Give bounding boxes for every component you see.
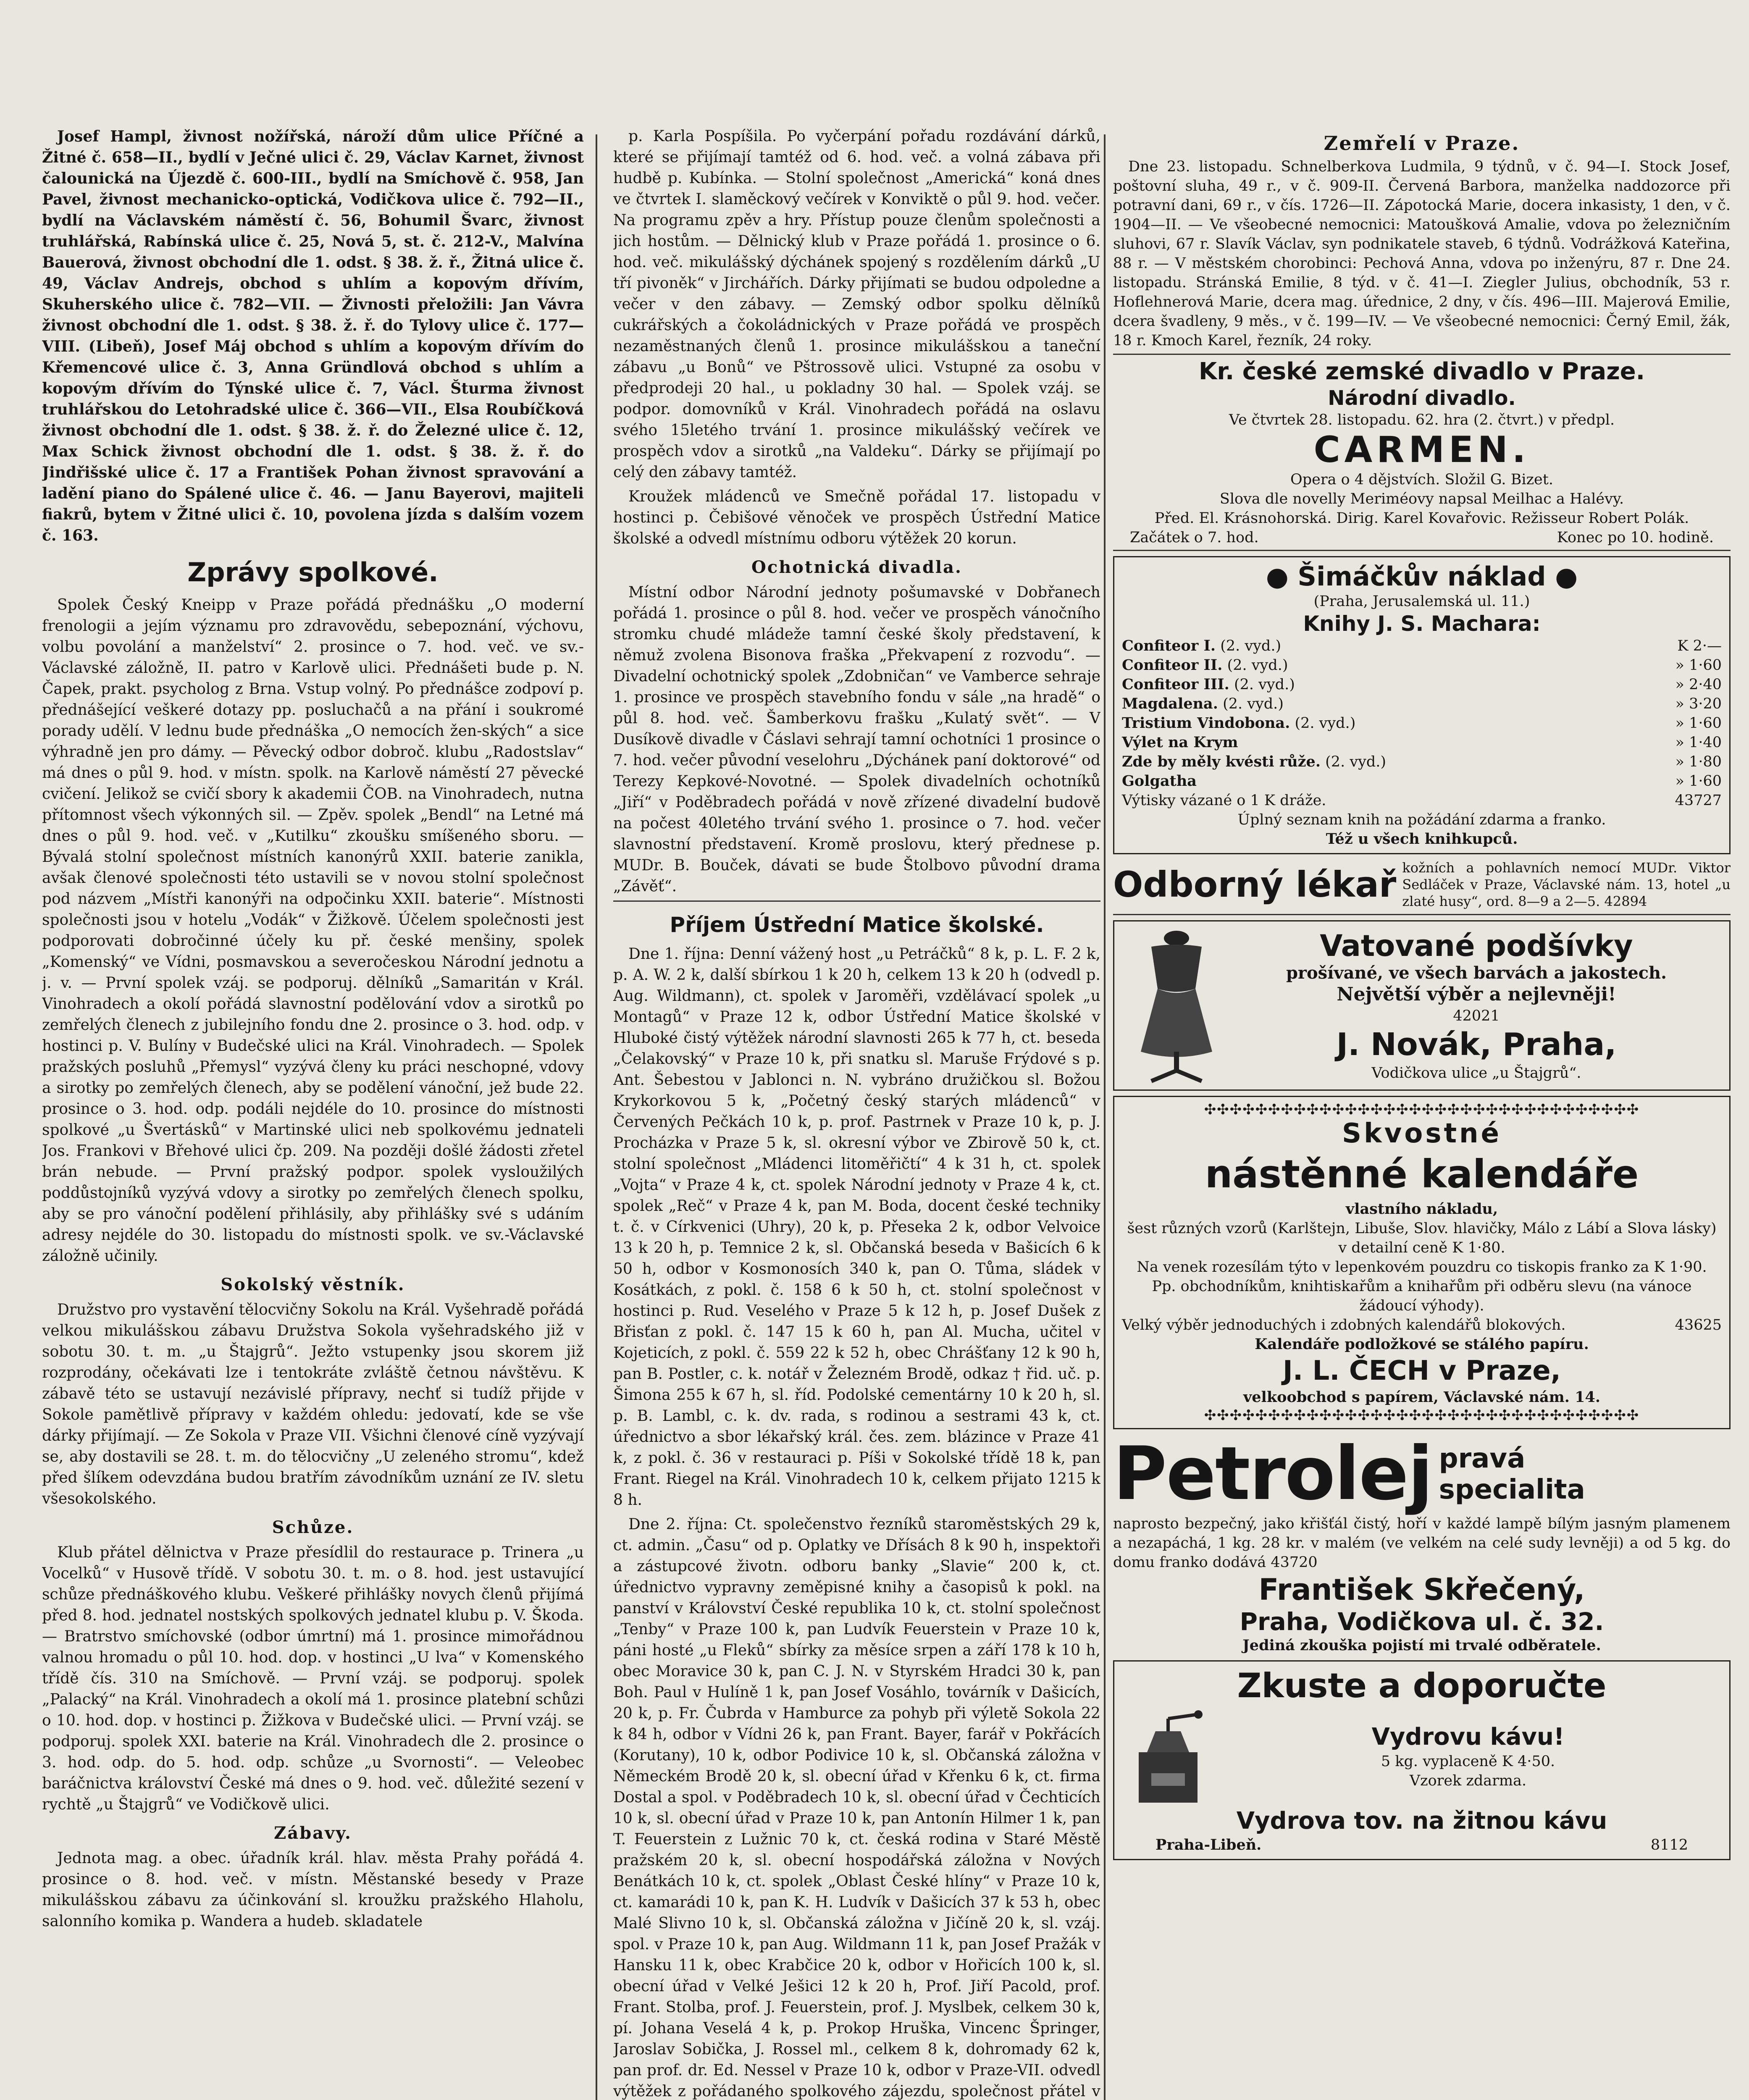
- calendar-title: Skvostné: [1342, 1118, 1502, 1149]
- linings-text: [1231, 928, 1722, 1083]
- books-note: Též u všech knihkupců.: [1326, 830, 1518, 848]
- section-title: Zprávy spolkové.: [187, 557, 439, 588]
- article: Kroužek mládenců ve Smečně pořádal 17. listopadu v hostinci p. Čebišové věnoček ve prospěch Ústřední Matice školské a odvedl místnímu odboru výtěžek 20 korun.: [613, 488, 1100, 547]
- coffee-footer: [1122, 1835, 1722, 1855]
- coffee-firm: Vydrova tov. na žitnou kávu: [1236, 1807, 1607, 1835]
- column-1: [42, 126, 584, 2100]
- divider: [613, 900, 1100, 902]
- book-row: Magdalena. (2. vyd.) » 3·20: [1122, 695, 1722, 712]
- books-ad: [1113, 556, 1731, 854]
- calendar-title: nástěnné kalendáře: [1205, 1152, 1639, 1197]
- dress-form-icon: [1122, 926, 1231, 1085]
- books-title: ● Šimáčkův náklad ●: [1266, 561, 1578, 592]
- linings-number: 42021: [1453, 1008, 1500, 1024]
- book-row: Tristium Vindobona. (2. vyd.) » 1·60: [1122, 714, 1722, 732]
- calendar-line: šest různých vzorů (Karlštejn, Libuše, Slov. hlavičky, Málo z Lábí a Slova lásky) v detailní ceně K 1·80.: [1127, 1220, 1717, 1256]
- coffee-line: Vzorek zdarma.: [1409, 1772, 1527, 1789]
- doctor-ad: [1113, 859, 1731, 910]
- bullet-icon: ●: [1546, 561, 1578, 592]
- divider: [1113, 914, 1731, 915]
- subsection-title: Sokolský věstník.: [221, 1275, 405, 1294]
- calendar-line: Kalendáře podložkové se stálého papíru.: [1255, 1336, 1589, 1353]
- opera-name: CARMEN.: [1313, 429, 1530, 471]
- theatre-date: Ve čtvrtek 28. listopadu. 62. hra (2. čtvrt.) v předpl.: [1229, 412, 1615, 428]
- books-note: Úplný seznam knih na požádání zdarma a franko.: [1237, 811, 1606, 828]
- subsection-title: Ochotnická divadla.: [751, 557, 962, 577]
- article: p. Karla Pospíšila. Po vyčerpání pořadu rozdávání dárků, které se přijímají tamtéž od 6. hod. več. a volná zábava při hudbě p. Kubínka. — Stolní společnost „Americká“ koná dnes ve čtvrtek I. slaměckový večírek v Konviktě o půl 9. hod. večer. Na programu zpěv a hry. Přístup pouze členům společnosti a jich hostům. — Dělnický klub v Praze pořádá 1. prosince o 6. hod. več. mikulášský dýchánek spojený s rozdělením dárků „U tří pivoněk“ v Jirchářích. Dárky přijímati se budou odpoledne a večer v den zábavy. — Zemský odbor spolku dělníků cukrářských a čokoládnických v Praze pořádá ve prospěch nezaměstnaných členů 1. prosince mikulášskou a taneční zábavu „u Bonů“ ve Pštrossově ulici. Vstupné za osobu v předprodeji 20 hal., u pokladny 30 hal. — Spolek vzáj. se podpor. domovníků v Král. Vinohradech pořádá na oslavu svého 15letého trvání 1. prosince mikulášský večírek ve prospěch vdov a sirotků „na Valdeku“. Dárky se přijímají po celý den zábavy tamtéž.: [613, 128, 1100, 481]
- opera-end: Konec po 10. hodině.: [1557, 529, 1714, 546]
- subsection-title: Schůze.: [272, 1517, 354, 1537]
- book-row: Confiteor I. (2. vyd.) K 2·—: [1122, 637, 1722, 654]
- theatre-title: Kr. české zemské divadlo v Praze.: [1198, 358, 1645, 385]
- books-subtitle: Knihy J. S. Machara:: [1303, 612, 1541, 636]
- petroleum-title: Petrolej: [1113, 1431, 1432, 1517]
- calendar-line: Pp. obchodníkům, knihtiskařům a knihařům při odběru slevu (na vánoce žádoucí výhody).: [1152, 1278, 1692, 1314]
- petroleum-side: pravá specialita: [1439, 1443, 1585, 1505]
- linings-line: Největší výběr a nejlevněji!: [1337, 984, 1616, 1005]
- article: Klub přátel dělnictva v Praze přesídlil do restaurace p. Trinera „u Vocelků“ v Husově třídě. V sobotu 30. t. m. o 8. hod. jest ustavující schůze přednáškového klubu. Veškeré přihlášky novych členů přijímá před 8. hod. jednatel nostských spolkových jednatel klubu p. V. Škoda. — Bratrstvo smíchovské (odbor úmrtní) má 1. prosince mimořádnou valnou hromadu o půl 10. hod. dop. v hostinci „U lva“ v Komenského třídě čís. 310 na Smíchově. — První vzáj. se podporuj. spolek „Palacký“ na Král. Vinohradech a okolí má 1. prosince platební schůzi o 10. hod. dop. v hostinci p. Žižkova v Budečské ulici. — První vzáj. se podporuj. spolek XXI. baterie na Král. Vinohradech dle 2. prosince o 3. hod. odp. do 5. hod. odp. schůze „u Svornosti“. — Veleobec baráčnictva království České má dnes o 9. hod. več. důležité sezení v rychtě „u Štajgrů“ ve Vodičkově ulici.: [42, 1544, 584, 1813]
- opera-info: Opera o 4 dějstvích. Složil G. Bizet.: [1290, 471, 1553, 488]
- opera-start: Začátek o 7. hod.: [1130, 529, 1259, 546]
- coffee-body: [1122, 1706, 1722, 1807]
- article: Jednota mag. a obec. úřadník král. hlav. města Prahy pořádá 4. prosince o 8. hod. več. v místn. Městanské besedy v Praze mikulášskou zábavu za účinkování sl. kroužku pražského Hlaholu, salonního komika p. Wandera a hudeb. skladatele: [42, 1850, 584, 1930]
- subsection-title: Zábavy.: [274, 1823, 352, 1843]
- deaths-list: Dne 23. listopadu. Schnelberkova Ludmila, 9 týdnů, v č. 94—I. Stock Josef, poštovní sluha, 49 r., v č. 909-II. Červená Barbora, manželka naddozorce při potravní dani, 69 r., v čís. 1726—II. Zápotocká Marie, docera inkasisty, 1 den, v č. 1904—II. — Ve všeobecné nemocnici: Matoušková Amalie, vdova po železničním sluhovi, 67 r. Slavík Václav, syn podnikatele staveb, 6 týdnů. Vodrážková Kateřina, 88 r. — V městském chorobinci: Pechová Anna, vdova po inženýru, 87 r. Dne 24. listopadu. Stránská Emilie, 8 týd. v č. 41—I. Ziegler Julius, obchodník, 53 r. Hoflehnerová Marie, dcera mag. úřednice, 2 dny, v čís. 496—III. Majerová Emilie, dcera švadleny, 9 měs., v č. 199—IV. — Ve všeobecné nemocnici: Černý Emil, žák, 18 r. Kmoch Karel, řezník, 24 roky.: [1113, 158, 1731, 349]
- ornament-border: ✣✣✣✣✣✣✣✣✣✣✣✣✣✣✣✣✣✣✣✣✣✣✣✣✣✣✣✣✣✣✣✣✣✣: [1204, 1407, 1640, 1424]
- petroleum-ad: [1113, 1431, 1731, 1655]
- books-address: (Praha, Jerusalemská ul. 11.): [1313, 593, 1530, 610]
- bullet-icon: ●: [1266, 561, 1298, 592]
- book-row: Confiteor II. (2. vyd.) » 1·60: [1122, 656, 1722, 674]
- linings-address: Vodičkova ulice „u Štajgrů“.: [1371, 1065, 1581, 1082]
- opera-info: Před. El. Krásnohorská. Dirig. Karel Kovařovic. Režisseur Robert Polák.: [1154, 510, 1689, 527]
- calendar-line: vlastního nákladu,: [1345, 1200, 1498, 1218]
- coffee-line: 5 kg. vyplaceně K 4·50.: [1381, 1753, 1555, 1770]
- petroleum-text: naprosto bezpečný, jako křišťál čistý, hoří v každé lampě bílým jasným plamenem a nezapáchá, 1 kg. 28 kr. v malém (ve velkém na celé sudy levněji) a od 5 kg. do domu franko dodává 43720: [1113, 1515, 1731, 1571]
- section-title: Příjem Ústřední Matice školské.: [670, 913, 1044, 937]
- coffee-grinder-icon: [1122, 1706, 1214, 1807]
- books-note: Výtisky vázané o 1 K dráže. 43727: [1122, 792, 1722, 809]
- coffee-subtitle: Vydrovu kávu!: [1371, 1723, 1565, 1751]
- coffee-place: Praha-Libeň.: [1155, 1836, 1262, 1853]
- calendar-line: Velký výběr jednoduchých i zdobných kalendářů blokových. 43625: [1122, 1317, 1722, 1334]
- ornament-border: ✣✣✣✣✣✣✣✣✣✣✣✣✣✣✣✣✣✣✣✣✣✣✣✣✣✣✣✣✣✣✣✣✣✣: [1204, 1101, 1640, 1118]
- column-rule: [596, 134, 597, 2100]
- calendar-address: velkoobchod s papírem, Václavské nám. 14.: [1243, 1389, 1601, 1406]
- petroleum-header: [1113, 1431, 1731, 1517]
- book-row: Confiteor III. (2. vyd.) » 2·40: [1122, 676, 1722, 693]
- book-row: Zde by měly kvésti růže. (2. vyd.) » 1·80: [1122, 753, 1722, 770]
- coffee-ad: [1113, 1660, 1731, 1860]
- divider: [1113, 354, 1731, 355]
- calendar-ad: [1113, 1096, 1731, 1429]
- calendar-firm: J. L. ČECH v Praze,: [1283, 1355, 1561, 1386]
- trade-news: Josef Hampl, živnost nožířská, nároží dům ulice Příčné a Žitné č. 658—II., bydlí v Ječné ulici č. 29, Václav Karnet, živnost čalounická na Újezdě č. 600-III., bydlí na Smíchově č. 958, Jan Pavel, živnost mechanicko-optická, Vodičkova ulice č. 792—II., bydlí na Václavském náměstí č. 56, Bohumil Švarc, živnost truhlářská, Rabínská ulice č. 25, Nová 5, st. č. 212-V., Malvína Bauerová, živnost obchodní dle 1. odst. § 38. ž. ř., Žitná ulice č. 49, Václav Andrejs, obchod s uhlím a kopovým dřívím, Skuherského ulice č. 782—VII. — Živnosti přeložili: Jan Vávra živnost obchodní dle 1. odst. § 38. ž. ř. do Tylovy ulice č. 177—VIII. (Libeň), Josef Máj obchod s uhlím a kopovým dřívím do Křemencové ulice č. 3, Anna Gründlová obchod s uhlím a kopovým dřívím do Týnské ulice č. 7, Václ. Šturma živnost truhlářskou do Letohradské ulice č. 366—VII., Elsa Roubíčková živnost obchodní dle 1. odst. § 38. ž. ř. do Železné ulice č. 12, Max Schick živnost obchodní dle 1. odst. § 38. ž. ř. do Jindřišské ulice č. 17 a František Pohan živnost spravování a ladění piano do Spálené ulice č. 46. — Janu Bayerovi, majiteli fiakrů, bytem v Žitné ulici č. 10, povolena jízda s dalším vozem č. 163.: [42, 128, 584, 544]
- doctor-title: Odborný lékař: [1113, 864, 1397, 905]
- article: Spolek Český Kneipp v Praze pořádá přednášku „O moderní frenologii a jejím významu pro zdravovědu, sebepoznání, výchovu, volbu povolání a manželství“ 2. prosince o 7. hod. več. ve sv.-Václavské záložně, II. patro v Karlově ulici. Přednášeti bude p. N. Čapek, prakt. psycholog z Brna. Vstup volný. Po přednášce zodpoví p. přednášející veškeré dotazy pp. posluchačů a na přání i soukromé porady udělí. V lednu bude přednáška „O nemocích žen-ských“ a sice výhradně jen pro dámy. — Pěvecký odbor dobroč. klubu „Radostslav“ má dnes o půl 9. hod. v místn. spolk. na Karlově náměstí 27 pěvecké cvičení. Jelikož se cvičí sbory k akademii ČOB. na Vinohradech, nutna přítomnost všech výkonných sil. — Zpěv. spolek „Bendl“ na Letné má dnes o půl 9. hod. več. v „Kutilku“ zkoušku smíšeného sboru. — Bývalá stolní společnost místních kanonýrů XXII. baterie zanikla, avšak členové společnosti této ustavili se v novou stolní společnost pod názvem „Místři kanonýři na odpočinku XXII. baterie“. Místnosti společnosti jsou v hotelu „Vodák“ v Žižkově. Účelem společnosti jest podporovati dobročinné účely ku př. české menšiny, spolek „Komenský“ ve Vídni, posmavskou a severočeskou Národní jednotu a j. v. — První spolek vzáj. se podporuj. dělníků „Samaritán v Král. Vinohradech a okolí pořádá slavnostní podělování vdov a sirotků po zemřelých členech z jubilejního fondu dne 2. prosince o 3. hod. odp. v hostinci p. V. Bulíny v Budečské ulici na Král. Vinohradech. — Spolek pražských posluhů „Přemysl“ vyzývá členy ku práci neschopné, vdovy a sirotky po zemřelých členech, aby se podělení vánoční, jež bude 22. prosince o 3. hod. odp. podáli nejdéle do 10. prosince do místnosti spolkové „u Švertásků“ v Martinské ulici neb spolkovému jednateli Jos. Frankovi v Břehové ulici čp. 209. Na později došlé žádosti zřetel brán nebude. — První pražský podpor. spolek vysloužilých poddůstojníků vyzývá vdovy a sirotky po zemřelých členech spolku, aby se pro vánoční podělení přihlásily, aby přihlášky své s udáním adresy nejdéle do 30. listopadu do místnosti spolk. ve sv.-Václavské záložně učinily.: [42, 596, 584, 1265]
- coffee-text: [1214, 1722, 1722, 1790]
- book-row: Výlet na Krym » 1·40: [1122, 734, 1722, 751]
- doctor-text: kožních a pohlavních nemocí MUDr. Viktor Sedláček v Praze, Václavské nám. 13, hotel „u zlaté husy“, ord. 8—9 a 2—5. 42894: [1402, 860, 1731, 909]
- coffee-number: 8112: [1650, 1837, 1688, 1853]
- donation-list: Dne 2. října: Ct. společenstvo řezníků staroměstských 29 k, ct. admin. „Času“ od p. Oplatky ve Dřísách 8 k 90 h, inspektoři a zástupcové životn. odboru banky „Slavie“ 200 k, ct. úřednictvo vypravny zeměpisné knihy a časopisů k pokl. na panství v Království České republika 10 k, ct. stolní společnost „Tenby“ v Praze 100 k, pan Ludvík Feuerstein v Praze 10 k, páni hosté „u Fleků“ sbírky za měsíce srpen a září 178 k 10 h, obec Moravice 30 k, pan C. J. N. v Styrském Hradci 30 k, pan Boh. Paul v Hulíně 1 k, pan Josef Vosáhlo, továrník v Dašicích, 20 k, p. Fr. Čubrda v Hamburce za pohyb při výletě Sokola 22 k 84 h, odbor v Vídni 26 k, pan Frant. Bayer, farář v Pokřácích (Korutany), 10 k, odbor Podivice 10 k, sl. Občanská záložna v Německém Brodě 20 k, sl. obecní úřad v Křenku 6 k, ct. firma Dostal a spol. v Poděbradech 10 k, sl. obecní úřad v Čechticích 10 k, sl. obecní úřad v Praze 10 k, pan Antonín Hilmer 1 k, pan T. Feuerstein z Lužnic 70 k, ct. česká rodina v Staré Městě pražském 20 k, sl. obecní hospodářská záložna v Nových Benátkách 10 k, ct. spolek „Oblast České hlíny“ v Praze 10 k, ct. kamarádi 10 k, pan K. H. Ludvík v Dašicích 37 k 53 h, obec Malé Slivno 10 k, sl. Občanská záložna v Jičíně 20 k, sl. vzáj. spol. v Praze 10 k, pan Aug. Wildmann 11 k, pan Josef Pražák v Hansku 11 k, obec Krabčice 20 k, odbor v Hořicích 100 k, sl. obecní úřad v Velké Ješici 12 k 20 h, Prof. Jiří Pacold, prof. Frant. Stolba, prof. J. Feuerstein, prof. J. Myslbek, celkem 30 k, pí. Johana Veselá 4 k, p. Prokop Hruška, Vincenc Špringer, Jaroslav Sobička, J. Rossel ml., celkem 8 k, dohromady 62 k, pan prof. dr. Ed. Nessel v Praze 10 k, odbor v Praze-VII. odvedl výtěžek z pořádaného spolkového zájezdu, společnost přátel v: [613, 1516, 1100, 2100]
- petroleum-address: Praha, Vodičkova ul. č. 32.: [1240, 1607, 1604, 1636]
- linings-ad: [1113, 920, 1731, 1091]
- opera-times: [1113, 528, 1731, 547]
- linings-firm: J. Novák, Praha,: [1336, 1026, 1617, 1063]
- column-rule: [1104, 134, 1106, 2100]
- theatre-subtitle: Národní divadlo.: [1328, 386, 1516, 410]
- petroleum-note: Jediná zkouška pojistí mi trvalé odběratele.: [1242, 1637, 1601, 1654]
- column-2: [613, 126, 1100, 2100]
- books-list: [1122, 636, 1722, 791]
- column-3: [1113, 126, 1731, 2100]
- coffee-title: Zkuste a doporučte: [1237, 1666, 1607, 1705]
- article: Místní odbor Národní jednoty pošumavské v Dobřanech pořádá 1. prosince o půl 8. hod. večer ve prospěch vánočního stromku chudé mládeže tamní české školy představení, k němuž zvolena Bisonova fraška „Překvapení z rozvodu“. — Divadelní ochotnický spolek „Zdobničan“ ve Vamberce sehraje 1. prosince ve prospěch stavebního fondu v sále „na hradě“ o půl 8. hod. več. Šamberkovu frašku „Kulatý svět“. — V Dusíkově divadle v Čáslavi sehrají tamní ochotníci 1 prosince o 7. hod. večer původní veselohru „Dýchánek paní doktorové“ od Terezy Kepkové-Novotné. — Spolek divadelních ochotníků „Jiří“ v Poděbradech pořádá v nově zřízené divadelní budově na počest 40letého trvání svého 1. prosince o 7. hod. večer slavnostní představení. Kromě proslovu, který přednese p. MUDr. B. Bouček, dávati se bude Štolbovo původní drama „Závěť“.: [613, 584, 1100, 895]
- linings-title: Vatované podšívky: [1320, 929, 1633, 963]
- book-row: Golgatha » 1·60: [1122, 772, 1722, 790]
- petroleum-firm: František Skřečený,: [1258, 1572, 1585, 1607]
- deaths-title: Zemřelí v Praze.: [1324, 132, 1520, 155]
- donation-list: Dne 1. října: Denní vážený host „u Petráčků“ 8 k, p. L. F. 2 k, p. A. W. 2 k, další sbírkou 1 k 20 h, celkem 13 k 20 h (odvedl p. Aug. Wildmann), ct. spolek v Jaroměři, vzdělávací spolek „u Montagů“ v Praze 12 k, odbor Ústřední Matice školské v Hluboké čistý výtěžek národní slavnosti 265 k 77 h, ct. beseda „Čelakovský“ v Praze 10 k, při snatku sl. Maruše Frýdové s p. Ant. Šebestou v Jablonci n. N. vybráno družičkou sl. Božou Krykorkovou 5 k, „Početný český starých mládenců“ v Červených Pečkách 10 k, p. prof. Pastrnek v Praze 10 k, p. J. Procházka v Praze 5 k, sl. okresní výbor ve Zbirově 50 k, ct. stolní společnost „Mládenci litoměřičtí“ 4 k 31 h, ct. spolek „Vojta“ v Praze 4 k, ct. spolek Národní jednoty v Praze 4 k, ct. spolek „Reč“ v Praze 4 k, pan M. Boda, docent české techniky t. č. v Církvenici (Uhry), 20 k, p. Přeseka 2 k, odbor Velvoice 13 k 20 h, p. Temnice 2 k, sl. Občanská beseda v Bašicích 6 k 50 h, odbor v Kosmonosích 340 k, pan O. Tůma, sládek v Kosátkách, z pokl. č. 158 6 k 50 h, ct. stolní společnost v hostinci p. Rud. Veselého v Praze 5 k 12 h, p. Josef Dušek z Břisťan z pokl. č. 147 15 k 60 h, pan Al. Mucha, učitel v Kojeticích, z pokl. č. 559 22 k 52 h, obec Chrášťany 12 k 90 h, pan B. Postler, c. k. notář v Železném Brodě, odkaz † řid. uč. p. Šimona 255 k 67 h, sl. říd. Podolské cementárny 10 k 20 h, sl. p. B. Lambl, c. k. dv. rada, s rodinou a sestrami 43 k, ct. úřednictvo a sbor lékařský král. čes. zem. blázince v Praze 41 k, z pokl. č. 36 v restauraci p. Píši v Sokolské třídě 18 k, pan Frant. Riegel na Král. Vinohradech 10 k, celkem přijato 1215 k 8 h.: [613, 945, 1100, 1509]
- opera-info: Slova dle novelly Meriméovy napsal Meilhac a Halévy.: [1219, 491, 1624, 507]
- article: Družstvo pro vystavění tělocvičny Sokolu na Král. Vyšehradě pořádá velkou mikulášskou zábavu Družstva Sokola vyšehradského již v sobotu 30. t. m. „u Štajgrů“. Ježto vstupenky jsou skorem již rozprodány, očekávati lze i tentokráte zvláště četnou návštěvu. K zábavě této se ustavují nezávislé přípravy, nechť si tudíž přijde v Sokole pamětlivě přípravy v každém ohledu: jedovatí, kde se vše dárky přijímají. — Ze Sokola v Praze VII. Všichni členové cíně vyzývají se, aby dostavili se 28. t. m. do tělocvičny „U zeleného stromu“, kdež před šlíkem odevzdána budou bratřím závodníkům uznání ze IV. sletu všesokolského.: [42, 1301, 584, 1507]
- linings-line: prošívané, ve všech barvách a jakostech.: [1286, 963, 1667, 983]
- divider: [1113, 550, 1731, 551]
- calendar-line: Na venek rozesílám týto v lepenkovém pouzdru co tiskopis franko za K 1·90.: [1137, 1259, 1707, 1276]
